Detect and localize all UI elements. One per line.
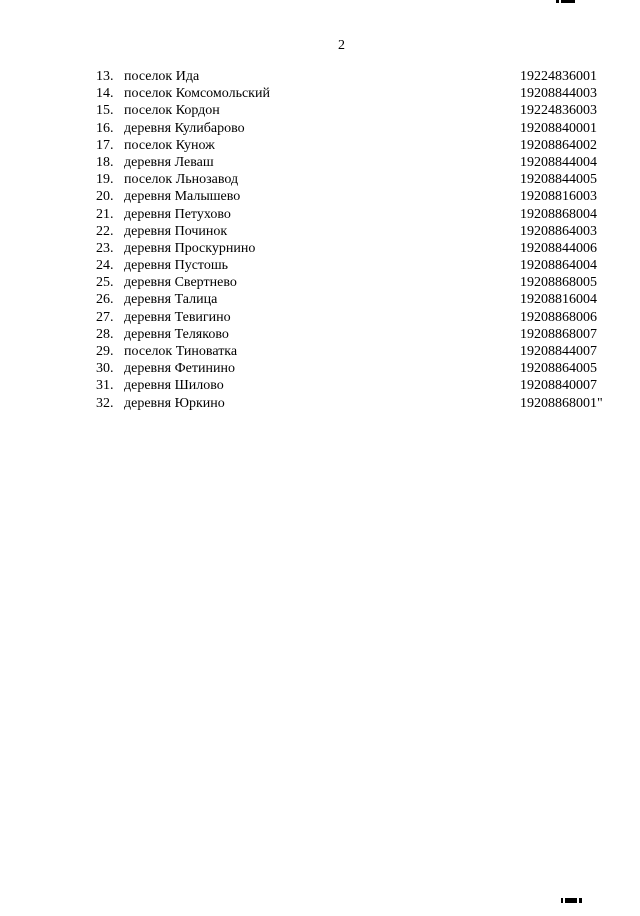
settlement-name: деревня Починок bbox=[124, 223, 228, 239]
settlement-code: 19208868004 bbox=[520, 206, 597, 222]
settlement-name: поселок Льнозавод bbox=[124, 172, 239, 188]
settlement-code: 19208840007 bbox=[520, 378, 597, 394]
settlement-name: деревня Пустошь bbox=[124, 258, 229, 274]
settlement-name: деревня Теляково bbox=[124, 326, 229, 342]
item-number: 30. bbox=[96, 361, 114, 377]
settlement-list bbox=[0, 68, 640, 412]
settlement-name: деревня Свертнево bbox=[124, 275, 237, 291]
item-number: 27. bbox=[96, 309, 114, 325]
scan-mark-top bbox=[556, 0, 578, 3]
settlement-code: 19208868001" bbox=[520, 395, 603, 411]
list-item bbox=[0, 85, 640, 102]
settlement-code: 19224836001 bbox=[520, 69, 597, 84]
settlement-name: деревня Кулибарово bbox=[124, 120, 245, 136]
item-number: 20. bbox=[96, 189, 114, 205]
item-number: 13. bbox=[96, 69, 114, 84]
list-item bbox=[0, 154, 640, 171]
list-item bbox=[0, 291, 640, 308]
settlement-name: деревня Юркино bbox=[124, 395, 225, 411]
list-item bbox=[0, 188, 640, 205]
settlement-name: деревня Проскурнино bbox=[124, 240, 256, 256]
settlement-code: 19208816004 bbox=[520, 292, 597, 308]
list-item bbox=[0, 240, 640, 257]
item-number: 22. bbox=[96, 223, 114, 239]
item-number: 23. bbox=[96, 240, 114, 256]
item-number: 15. bbox=[96, 103, 114, 119]
item-number: 25. bbox=[96, 275, 114, 291]
settlement-code: 19224836003 bbox=[520, 103, 597, 119]
list-item bbox=[0, 137, 640, 154]
item-number: 14. bbox=[96, 86, 114, 102]
item-number: 16. bbox=[96, 120, 114, 136]
list-item bbox=[0, 326, 640, 343]
list-item bbox=[0, 120, 640, 137]
settlement-name: поселок Тиноватка bbox=[124, 344, 238, 359]
item-number: 26. bbox=[96, 292, 114, 308]
list-item bbox=[0, 377, 640, 394]
list-item bbox=[0, 274, 640, 291]
page-number: 2 bbox=[338, 38, 345, 53]
settlement-code: 19208816003 bbox=[520, 189, 597, 205]
settlement-code: 19208844005 bbox=[520, 172, 597, 188]
settlement-code: 19208864003 bbox=[520, 223, 597, 239]
settlement-name: деревня Шилово bbox=[124, 378, 224, 394]
item-number: 24. bbox=[96, 258, 114, 274]
settlement-name: деревня Фетинино bbox=[124, 361, 235, 377]
item-number: 21. bbox=[96, 206, 114, 222]
list-item bbox=[0, 309, 640, 326]
scan-mark-bottom bbox=[561, 898, 583, 903]
list-item bbox=[0, 68, 640, 85]
item-number: 29. bbox=[96, 344, 114, 359]
settlement-code: 19208868005 bbox=[520, 275, 597, 291]
item-number: 32. bbox=[96, 395, 114, 411]
settlement-name: деревня Петухово bbox=[124, 206, 231, 222]
settlement-name: деревня Леваш bbox=[124, 154, 214, 170]
item-number: 28. bbox=[96, 326, 114, 342]
list-item bbox=[0, 395, 640, 412]
settlement-name: поселок Кордон bbox=[124, 103, 220, 119]
list-item bbox=[0, 206, 640, 223]
settlement-code: 19208868006 bbox=[520, 309, 597, 325]
list-item bbox=[0, 171, 640, 188]
list-item bbox=[0, 223, 640, 240]
settlement-code: 19208844003 bbox=[520, 86, 597, 102]
settlement-code: 19208844006 bbox=[520, 240, 597, 256]
list-item bbox=[0, 343, 640, 360]
settlement-code: 19208864005 bbox=[520, 361, 597, 377]
settlement-name: деревня Тевигино bbox=[124, 309, 231, 325]
item-number: 19. bbox=[96, 172, 114, 188]
settlement-name: поселок Кунож bbox=[124, 137, 215, 153]
settlement-code: 19208864002 bbox=[520, 137, 597, 153]
item-number: 31. bbox=[96, 378, 114, 394]
settlement-code: 19208844004 bbox=[520, 154, 597, 170]
item-number: 17. bbox=[96, 137, 114, 153]
settlement-name: деревня Малышево bbox=[124, 189, 241, 205]
settlement-code: 19208840001 bbox=[520, 120, 597, 136]
list-item bbox=[0, 360, 640, 377]
settlement-code: 19208868007 bbox=[520, 326, 597, 342]
settlement-name: поселок Комсомольский bbox=[124, 86, 270, 102]
item-number: 18. bbox=[96, 154, 114, 170]
settlement-name: деревня Талица bbox=[124, 292, 218, 308]
settlement-code: 19208864004 bbox=[520, 258, 597, 274]
list-item bbox=[0, 257, 640, 274]
list-item bbox=[0, 102, 640, 119]
settlement-code: 19208844007 bbox=[520, 344, 597, 359]
settlement-name: поселок Ида bbox=[124, 69, 200, 84]
